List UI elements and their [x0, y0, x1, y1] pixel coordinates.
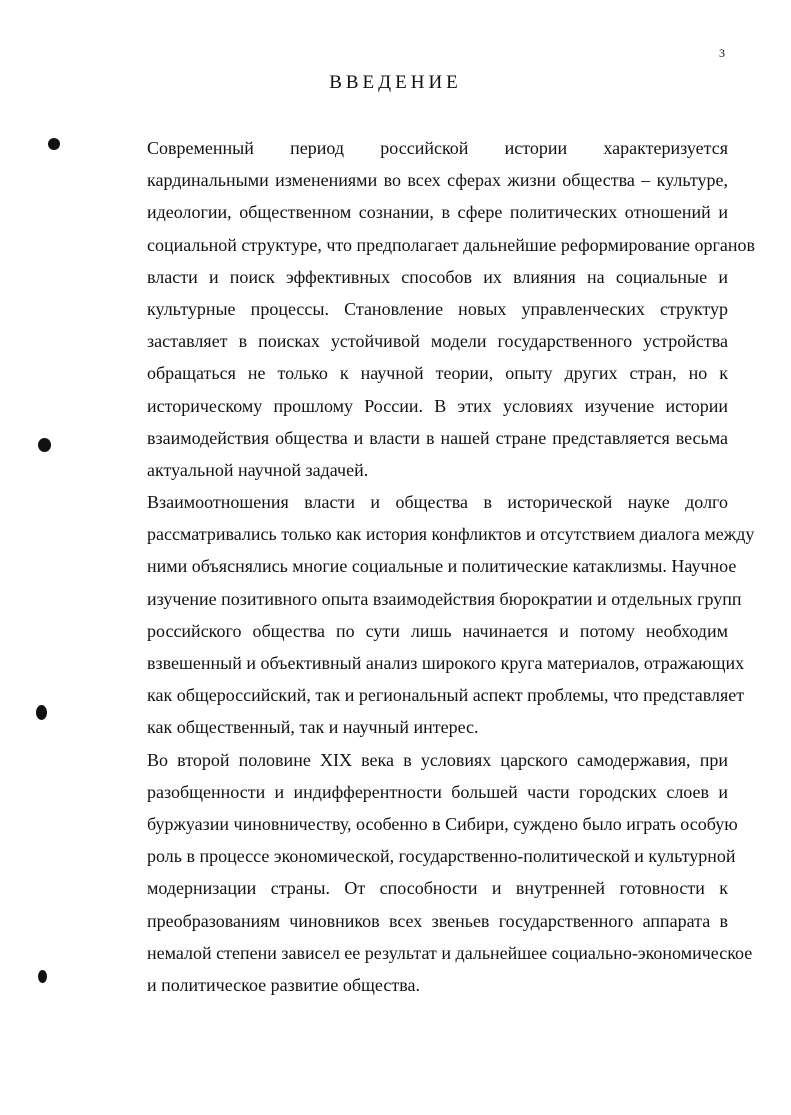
text-line: актуальной научной задачей. [147, 459, 369, 480]
text-line: немалой степени зависел ее результат и дальнейшее социально-экономическое [147, 942, 753, 963]
body-text [98, 132, 756, 1001]
text-line: преобразованиям чиновников всех звеньев государственного аппарата в [147, 910, 728, 931]
text-line: и политическое развитие общества. [147, 974, 420, 995]
page-number: 3 [719, 46, 725, 60]
text-line: кардинальными изменениями во всех сферах жизни общества – культуре, [147, 170, 728, 191]
text-line: российского общества по сути лишь начинается и потому необходим [147, 620, 728, 641]
text-line: буржуазии чиновничеству, особенно в Сибири, суждено было играть особую [147, 813, 738, 834]
text-line: модернизации страны. От способности и внутренней готовности к [147, 878, 728, 899]
scan-mark [38, 438, 51, 452]
text-line: заставляет в поисках устойчивой модели государственного устройства [147, 331, 728, 352]
text-line: обращаться не только к научной теории, опыту других стран, но к [147, 363, 728, 384]
paragraph [98, 132, 756, 486]
page-title: ВВЕДЕНИЕ [329, 72, 462, 93]
text-line: рассматривались только как история конфликтов и отсутствием диалога между [147, 524, 755, 545]
text-line: власти и поиск эффективных способов их влияния на социальные и [147, 266, 728, 287]
paragraph [98, 744, 753, 1002]
text-line: взаимодействия общества и власти в нашей стране представляется весьма [147, 427, 728, 448]
paragraph [98, 486, 755, 744]
text-line: как общероссийский, так и региональный аспект проблемы, что представляет [147, 685, 745, 706]
text-line: роль в процессе экономической, государственно-политической и культурной [147, 846, 736, 867]
text-line: изучение позитивного опыта взаимодействия бюрократии и отдельных групп [147, 588, 742, 609]
text-line: идеологии, общественном сознании, в сфере политических отношений и [147, 202, 728, 223]
text-line: историческому прошлому России. В этих условиях изучение истории [147, 395, 728, 416]
text-line: социальной структуре, что предполагает дальнейшие реформирование органов [147, 234, 756, 255]
text-line: взвешенный и объективный анализ широкого круга материалов, отражающих [147, 653, 745, 673]
text-line: как общественный, так и научный интерес. [147, 717, 479, 738]
scan-mark [48, 138, 60, 150]
text-line: Взаимоотношения власти и общества в исторической науке долго [147, 492, 728, 513]
scan-mark [38, 970, 47, 983]
text-line: культурные процессы. Становление новых управленческих структур [147, 298, 728, 319]
text-line: Во второй половине XIX века в условиях царского самодержавия, при [147, 749, 728, 770]
text-line: разобщенности и индифферентности большей части городских слоев и [147, 781, 728, 802]
scan-mark [36, 705, 47, 720]
text-line: Современный период российской истории характеризуется [147, 138, 728, 158]
text-line: ними объяснялись многие социальные и политические катаклизмы. Научное [147, 556, 737, 577]
